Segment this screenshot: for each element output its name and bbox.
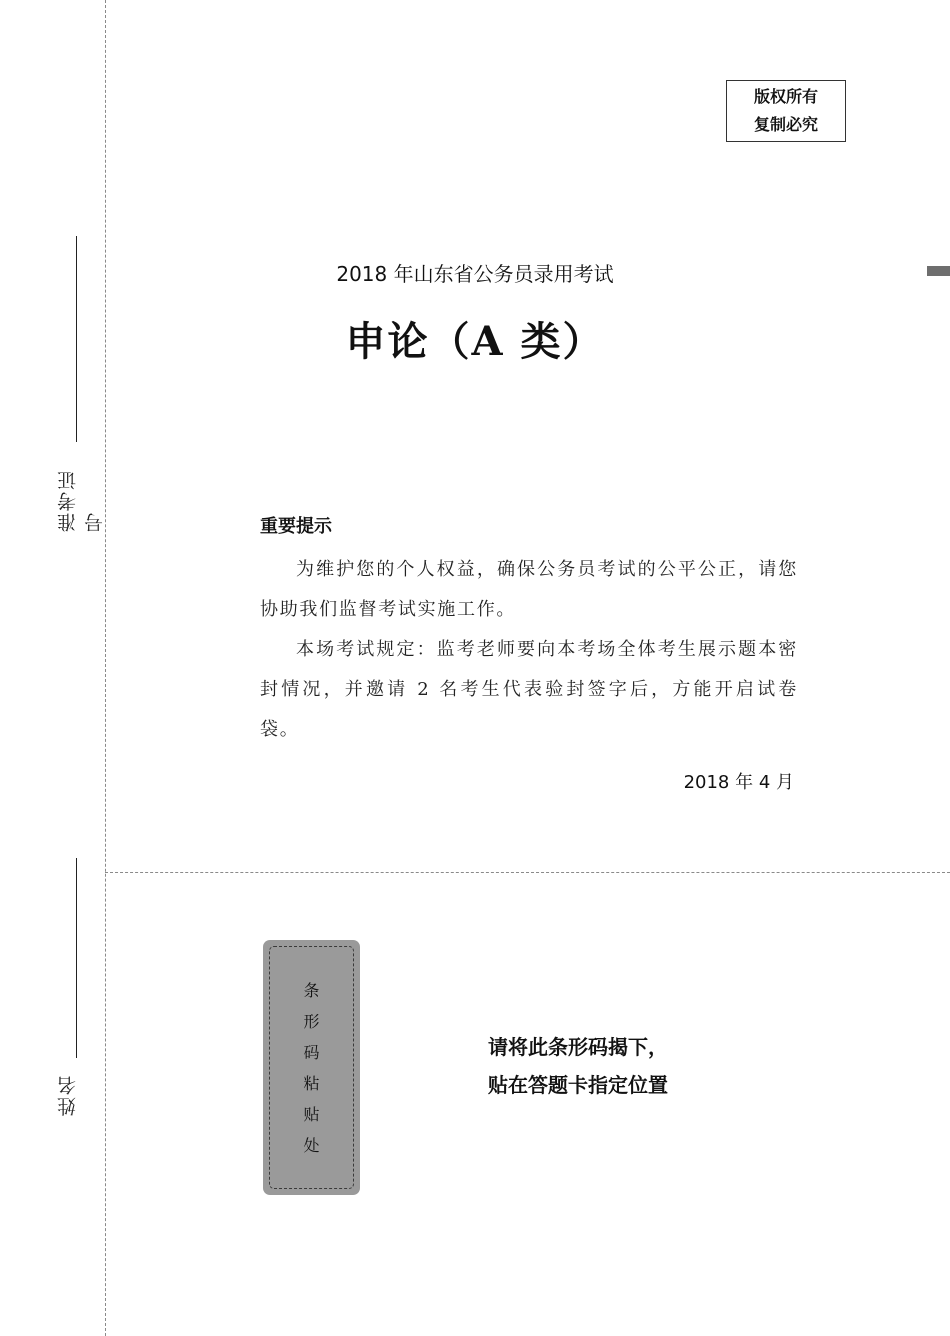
admit-number-label: 准考证号 [57, 469, 106, 532]
barcode-char: 码 [303, 1042, 320, 1062]
barcode-char: 粘 [303, 1073, 320, 1093]
barcode-dashed-border [269, 946, 354, 1189]
barcode-instruction-line-1: 请将此条形码揭下， [488, 1035, 668, 1059]
barcode-char: 贴 [303, 1104, 320, 1124]
name-fill-line[interactable] [76, 858, 77, 1058]
barcode-char: 条 [303, 980, 320, 1000]
notice-paragraph-1: 为维护您的个人权益，确保公务员考试的公平公正，请您协助我们监督考试实施工作。 [260, 559, 798, 620]
paper-title: 申论（A 类） [345, 318, 605, 365]
copyright-box [726, 80, 846, 142]
binding-dashed-line [105, 0, 106, 1336]
name-label: 姓名 [57, 1074, 79, 1116]
barcode-char: 处 [303, 1135, 320, 1155]
exam-name: 2018 年山东省公务员录用考试 [336, 262, 614, 286]
tear-dashed-line [105, 872, 950, 873]
barcode-instruction [488, 1028, 668, 1104]
barcode-label [303, 975, 319, 1161]
barcode-char: 形 [303, 1011, 320, 1031]
notice-heading: 重要提示 [260, 516, 332, 537]
copyright-line-1: 版权所有 [753, 87, 818, 106]
notice-paragraph-2: 本场考试规定：监考老师要向本考场全体考生展示题本密封情况，并邀请 2 名考生代表验封签字后，方能开启试卷袋。 [260, 639, 798, 740]
copyright-line-2: 复制必究 [753, 115, 818, 134]
barcode-sticker-area[interactable] [263, 940, 360, 1195]
notice-date: 2018 年 4 月 [683, 772, 794, 793]
barcode-instruction-line-2: 贴在答题卡指定位置 [488, 1073, 668, 1097]
